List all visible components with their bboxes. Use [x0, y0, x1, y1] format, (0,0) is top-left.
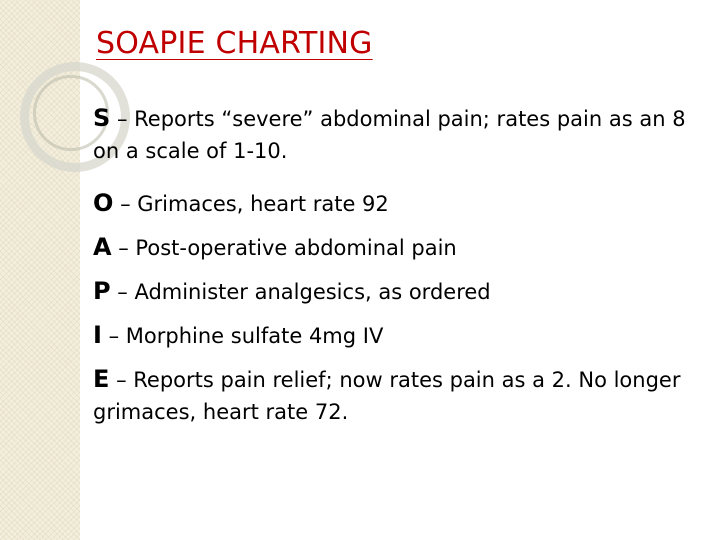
entry-text: – Administer analgesics, as ordered — [110, 280, 491, 304]
entry-text: – Reports pain relief; now rates pain as a 2. No longer grimaces, heart rate 72. — [93, 368, 681, 424]
soapie-entries — [93, 102, 693, 428]
entry-letter: S — [93, 104, 111, 132]
entry-plan — [93, 275, 693, 308]
entry-letter: O — [93, 189, 114, 217]
entry-subjective — [93, 102, 693, 167]
entry-text: – Post-operative abdominal pain — [111, 236, 457, 260]
entry-letter: I — [93, 321, 102, 349]
entry-letter: P — [93, 277, 111, 305]
entry-letter: A — [93, 233, 112, 261]
entry-text: – Morphine sulfate 4mg IV — [101, 324, 384, 348]
entry-intervention — [93, 319, 693, 352]
entry-letter: E — [93, 365, 110, 393]
entry-evaluation — [93, 363, 693, 428]
entry-assessment — [93, 231, 693, 264]
entry-text: – Reports “severe” abdominal pain; rates pain as an 8 on a scale of 1-10. — [93, 107, 686, 163]
slide-title: SOAPIE CHARTING — [96, 26, 373, 61]
entry-objective — [93, 187, 693, 220]
entry-text: – Grimaces, heart rate 92 — [113, 192, 389, 216]
